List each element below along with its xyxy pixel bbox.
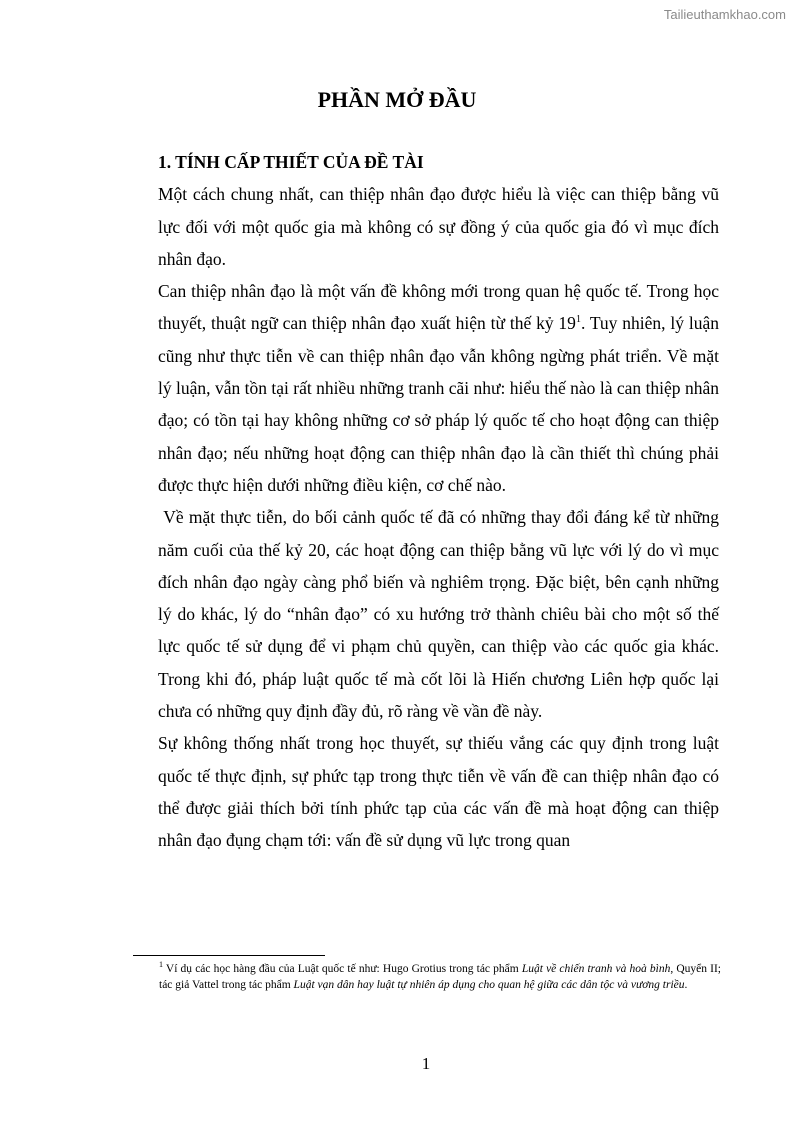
footnote-title-b: Luật vạn dân hay luật tự nhiên áp dụng cho quan hệ giữa các dân tộc và vương triều	[293, 979, 685, 991]
footnote	[159, 961, 721, 993]
footnote-text-b: , Quyển II; tác giả Vattel trong tác phẩm	[159, 963, 721, 991]
paragraph-2-text-b: . Tuy nhiên, lý luận cũng như thực tiễn về can thiệp nhân đạo vẫn không ngừng phát triển. Về mặt lý luận, vẫn tồn tại rất nhiều những tranh cãi như: hiểu thế nào là can thiệp nhân đạo; có tồn tại hay không những cơ sở pháp lý quốc tế cho hoạt động can thiệp nhân đạo; nếu những hoạt động can thiệp nhân đạo là cần thiết thì chúng phải được thực hiện dưới những điều kiện, cơ chế nào.	[158, 313, 719, 495]
paragraph-1: Một cách chung nhất, can thiệp nhân đạo được hiểu là việc can thiệp bằng vũ lực đối với một quốc gia mà không có sự đồng ý của quốc gia đó vì mục đích nhân đạo.	[158, 184, 719, 269]
footnote-reference[interactable]: 1	[575, 314, 581, 326]
page-title: PHẦN MỞ ĐẦU	[317, 87, 477, 112]
footnote-text-a: Ví dụ các học hàng đầu của Luật quốc tế như: Hugo Grotius trong tác phẩm	[163, 963, 522, 975]
footnote-divider	[133, 955, 325, 956]
footnote-marker: 1	[159, 960, 163, 970]
footnote-text-c: .	[684, 979, 688, 991]
footnote-title-a: Luật về chiến tranh và hoà bình	[521, 963, 671, 975]
paragraph-4: Sự không thống nhất trong học thuyết, sự thiếu vắng các quy định trong luật quốc tế thực định, sự phức tạp trong thực tiễn về vấn đề can thiệp nhân đạo có thể được giải thích bởi tính phức tạp của các vấn đề mà hoạt động can thiệp nhân đạo đụng chạm tới: vấn đề sử dụng vũ lực trong quan	[158, 733, 719, 851]
watermark: Tailieuthamkhao.com	[663, 7, 786, 22]
paragraph-2	[158, 275, 719, 501]
document-body	[158, 146, 724, 857]
page-number: 1	[421, 1054, 431, 1073]
paragraph-2-text-a: Can thiệp nhân đạo là một vấn đề không mới trong quan hệ quốc tế. Trong học thuyết, thuật ngữ can thiệp nhân đạo xuất hiện từ thế kỷ 19	[158, 281, 719, 334]
paragraph-3: Về mặt thực tiễn, do bối cảnh quốc tế đã có những thay đổi đáng kể từ những năm cuối của thế kỷ 20, các hoạt động can thiệp bằng vũ lực với lý do vì mục đích nhân đạo ngày càng phổ biến và nghiêm trọng. Đặc biệt, bên cạnh những lý do khác, lý do “nhân đạo” có xu hướng trở thành chiêu bài cho một số thế lực quốc tế sử dụng để vi phạm chủ quyền, can thiệp vào các quốc gia khác. Trong khi đó, pháp luật quốc tế mà cốt lõi là Hiến chương Liên hợp quốc lại chưa có những quy định đầy đủ, rõ ràng về vần đề này.	[158, 507, 724, 722]
section-heading: 1. TÍNH CẤP THIẾT CỦA ĐỀ TÀI	[158, 152, 424, 172]
